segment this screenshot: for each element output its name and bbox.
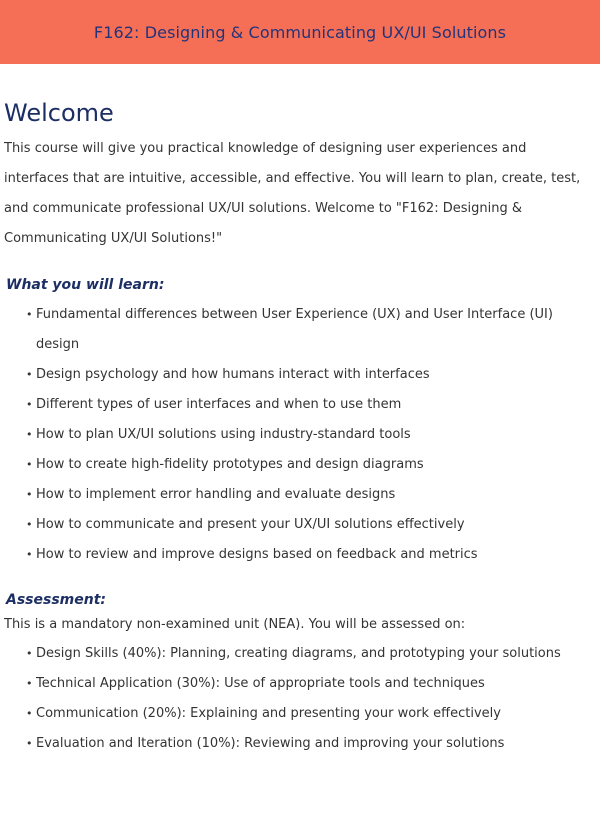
list-item: • Design psychology and how humans interact with interfaces <box>26 360 596 390</box>
list-item: • Technical Application (30%): Use of appropriate tools and techniques <box>26 669 596 699</box>
list-item: • How to plan UX/UI solutions using industry-standard tools <box>26 420 596 450</box>
assessment-heading: Assessment: <box>6 592 107 608</box>
learn-heading: What you will learn: <box>6 277 165 293</box>
list-item: • How to review and improve designs based on feedback and metrics <box>26 540 596 570</box>
list-item: • Evaluation and Iteration (10%): Reviewing and improving your solutions <box>26 729 596 759</box>
list-item: • Fundamental differences between User Experience (UX) and User Interface (UI) design <box>26 300 596 360</box>
course-content <box>0 96 600 759</box>
list-item: • Different types of user interfaces and when to use them <box>26 390 596 420</box>
intro-paragraph: This course will give you practical knowledge of designing user experiences and interfaces that are intuitive, accessible, and effective. You will learn to plan, create, test, and communicate professional UX/UI solutions. Welcome to "F162: Designing & Communicating UX/UI Solutions!" <box>4 141 581 246</box>
course-title: F162: Designing & Communicating UX/UI Solutions <box>93 22 507 42</box>
list-item: • Design Skills (40%): Planning, creating diagrams, and prototyping your solutions <box>26 639 596 669</box>
assessment-intro: This is a mandatory non-examined unit (NEA). You will be assessed on: <box>4 617 466 632</box>
list-item: • How to communicate and present your UX/UI solutions effectively <box>26 510 596 540</box>
course-header-banner <box>0 0 600 64</box>
list-item: • Communication (20%): Explaining and presenting your work effectively <box>26 699 596 729</box>
learn-list <box>4 300 596 570</box>
list-item: • How to implement error handling and evaluate designs <box>26 480 596 510</box>
list-item: • How to create high-fidelity prototypes and design diagrams <box>26 450 596 480</box>
assessment-list <box>4 639 596 759</box>
page-title: Welcome <box>4 99 114 127</box>
